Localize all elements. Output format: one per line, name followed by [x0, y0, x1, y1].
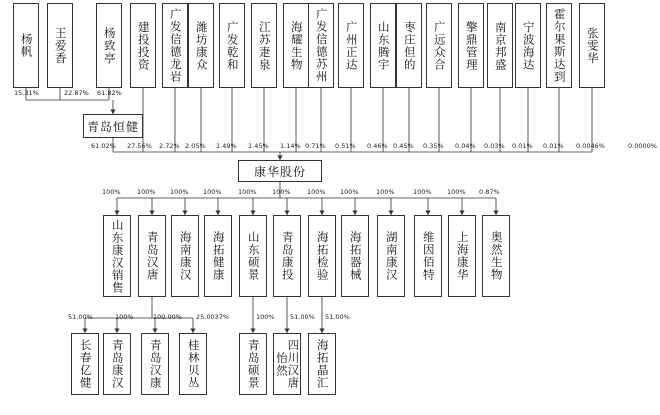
- grandchild-box-3: [141, 333, 169, 395]
- subsidiary-box-12-label: 奥然生物: [489, 231, 504, 281]
- shareholder-box-8-label: 江苏疌泉: [257, 20, 272, 71]
- shareholder-box-10-label: 广发信德苏州: [314, 8, 329, 83]
- shareholder-box-11-label: 广州正达: [344, 20, 359, 71]
- grandchild-box-1-label: 长春亿健: [78, 339, 93, 389]
- shareholder-box-14-label: 广远众合: [432, 20, 447, 71]
- shareholder-box-12-label: 山东腾宇: [376, 20, 391, 71]
- grandchild-box-2: [103, 333, 131, 395]
- shareholder-box-1: [13, 3, 39, 88]
- shareholder-box-16: [487, 3, 513, 88]
- subsidiary-box-3: [171, 215, 199, 297]
- holding-stake-3: 61.82%: [97, 89, 122, 97]
- subsidiary-box-1: [103, 215, 131, 297]
- company-box: [238, 160, 322, 182]
- shareholder-box-12: [370, 3, 396, 88]
- grandchild-box-4-label: 桂林贝丛: [186, 339, 201, 389]
- shareholder-box-6-label: 潍坊康众: [194, 20, 209, 71]
- shareholder-box-13-label: 枣庄但的: [402, 20, 417, 71]
- subsidiary-box-1-label: 山东康汉销售: [110, 218, 125, 294]
- subsidiary-stake-10: 100%: [413, 188, 432, 196]
- subsidiary-box-4: [204, 215, 232, 297]
- grandchild-stake-2: 100%: [115, 313, 134, 321]
- company-stake-10: 0.46%: [367, 142, 388, 150]
- subsidiary-box-4-label: 海拓健康: [211, 231, 226, 281]
- company-stake-9: 0.51%: [335, 142, 356, 150]
- subsidiary-box-6: [273, 215, 301, 297]
- shareholder-box-7-label: 广发乾和: [225, 20, 240, 71]
- grandchild-box-5-label: 青岛硕景: [246, 339, 261, 389]
- shareholder-box-6: [188, 3, 214, 88]
- company-stake-18: 0.0000%: [628, 142, 657, 150]
- subsidiary-stake-1: 100%: [102, 188, 121, 196]
- subsidiary-box-3-label: 海南康汉: [178, 231, 193, 281]
- shareholder-box-9: [283, 3, 309, 88]
- subsidiary-box-8: [341, 215, 369, 297]
- company-stake-15: 0.01%: [512, 142, 533, 150]
- shareholder-box-19: [579, 3, 605, 88]
- company-stake-11: 0.45%: [393, 142, 414, 150]
- shareholder-box-15-label: 擎鼎管理: [464, 20, 479, 71]
- subsidiary-box-11-label: 上海康华: [455, 231, 470, 281]
- grandchild-stake-5: 100%: [256, 313, 275, 321]
- subsidiary-box-10-label: 维因佰特: [421, 231, 436, 281]
- shareholder-box-3-label: 杨致亭: [102, 26, 117, 65]
- holding-company-box: [83, 114, 143, 138]
- subsidiary-box-7-label: 海拓检验: [315, 231, 330, 281]
- company-stake-16: 0.01%: [543, 142, 564, 150]
- shareholder-box-4-label: 建投投资: [136, 20, 151, 71]
- shareholder-box-1-label: 杨帆: [19, 33, 34, 58]
- company-stake-4: 2.05%: [185, 142, 206, 150]
- subsidiary-stake-8: 100%: [340, 188, 359, 196]
- subsidiary-box-8-label: 海拓器械: [348, 231, 363, 281]
- subsidiary-box-2-label: 青岛汉唐: [145, 231, 160, 281]
- subsidiary-box-7: [308, 215, 336, 297]
- grandchild-box-2-label: 青岛康汉: [110, 339, 125, 389]
- company-stake-14: 0.03%: [484, 142, 505, 150]
- grandchild-stake-7: 51.00%: [325, 313, 350, 321]
- grandchild-box-7-label: 海拓晶汇: [315, 339, 330, 389]
- shareholder-box-17-label: 宁波海达: [521, 20, 536, 71]
- subsidiary-stake-9: 100%: [376, 188, 395, 196]
- company-stake-6: 1.45%: [248, 142, 269, 150]
- shareholder-box-5: [162, 3, 188, 88]
- company-stake-7: 1.14%: [280, 142, 301, 150]
- subsidiary-box-6-label: 青岛康投: [280, 231, 295, 281]
- shareholder-box-16-label: 南京邦盛: [493, 20, 508, 71]
- grandchild-stake-4: 25.0037%: [196, 313, 230, 321]
- subsidiary-stake-5: 100%: [238, 188, 257, 196]
- company-stake-8: 0.71%: [305, 142, 326, 150]
- shareholder-box-2: [47, 3, 73, 88]
- subsidiary-box-12: [482, 215, 510, 297]
- holding-stake-1: 15.31%: [14, 89, 39, 97]
- holding-stake-2: 22.87%: [64, 89, 89, 97]
- company-stake-2: 27.56%: [127, 142, 152, 150]
- shareholder-box-10: [308, 3, 334, 88]
- company-stake-3: 2.72%: [159, 142, 180, 150]
- subsidiary-stake-11: 100%: [447, 188, 466, 196]
- subsidiary-box-9: [377, 215, 405, 297]
- grandchild-box-5: [239, 333, 267, 395]
- shareholder-box-8: [251, 3, 277, 88]
- shareholder-box-7: [219, 3, 245, 88]
- grandchild-box-6-label: 四川汉唐怡然: [275, 339, 301, 389]
- subsidiary-box-9-label: 湖南康汉: [384, 231, 399, 281]
- company-stake-13: 0.04%: [455, 142, 476, 150]
- shareholder-box-17: [515, 3, 541, 88]
- subsidiary-stake-4: 100%: [203, 188, 222, 196]
- grandchild-box-1: [71, 333, 99, 395]
- subsidiary-box-2: [138, 215, 166, 297]
- grandchild-stake-6: 51.00%: [290, 313, 315, 321]
- shareholder-box-18-label: 霍尔果斯达到: [552, 8, 567, 83]
- subsidiary-stake-12: 0.87%: [479, 188, 500, 196]
- subsidiary-box-5: [239, 215, 267, 297]
- grandchild-stake-1: 51.00%: [68, 313, 93, 321]
- shareholder-box-15: [458, 3, 484, 88]
- company-box-label: 康华股份: [253, 164, 306, 179]
- grandchild-box-6: [273, 333, 301, 395]
- subsidiary-stake-7: 100%: [307, 188, 326, 196]
- grandchild-box-4: [179, 333, 207, 395]
- shareholder-box-13: [396, 3, 422, 88]
- company-stake-12: 0.35%: [423, 142, 444, 150]
- holding-company-box-label: 青岛恒健: [86, 119, 139, 134]
- shareholder-box-2-label: 王爱香: [53, 26, 68, 65]
- subsidiary-box-5-label: 山东硕景: [246, 231, 261, 281]
- grandchild-stake-3: 100.00%: [153, 313, 182, 321]
- subsidiary-box-10: [414, 215, 442, 297]
- subsidiary-stake-3: 100%: [170, 188, 189, 196]
- company-stake-5: 1.49%: [216, 142, 237, 150]
- shareholder-box-5-label: 广发信德龙岩: [168, 8, 183, 83]
- shareholder-box-4: [130, 3, 156, 88]
- company-stake-1: 61.02%: [91, 142, 116, 150]
- shareholder-box-9-label: 海耀生物: [289, 20, 304, 71]
- company-stake-17: 0.0046%: [576, 142, 605, 150]
- grandchild-box-7: [308, 333, 336, 395]
- shareholder-box-14: [426, 3, 452, 88]
- grandchild-box-3-label: 青岛汉康: [148, 339, 163, 389]
- shareholder-box-3: [96, 3, 122, 88]
- subsidiary-stake-6: 100%: [272, 188, 291, 196]
- shareholder-box-18: [546, 3, 572, 88]
- shareholder-box-11: [338, 3, 364, 88]
- shareholder-box-19-label: 张雯华: [585, 26, 600, 65]
- subsidiary-stake-2: 100%: [137, 188, 156, 196]
- subsidiary-box-11: [448, 215, 476, 297]
